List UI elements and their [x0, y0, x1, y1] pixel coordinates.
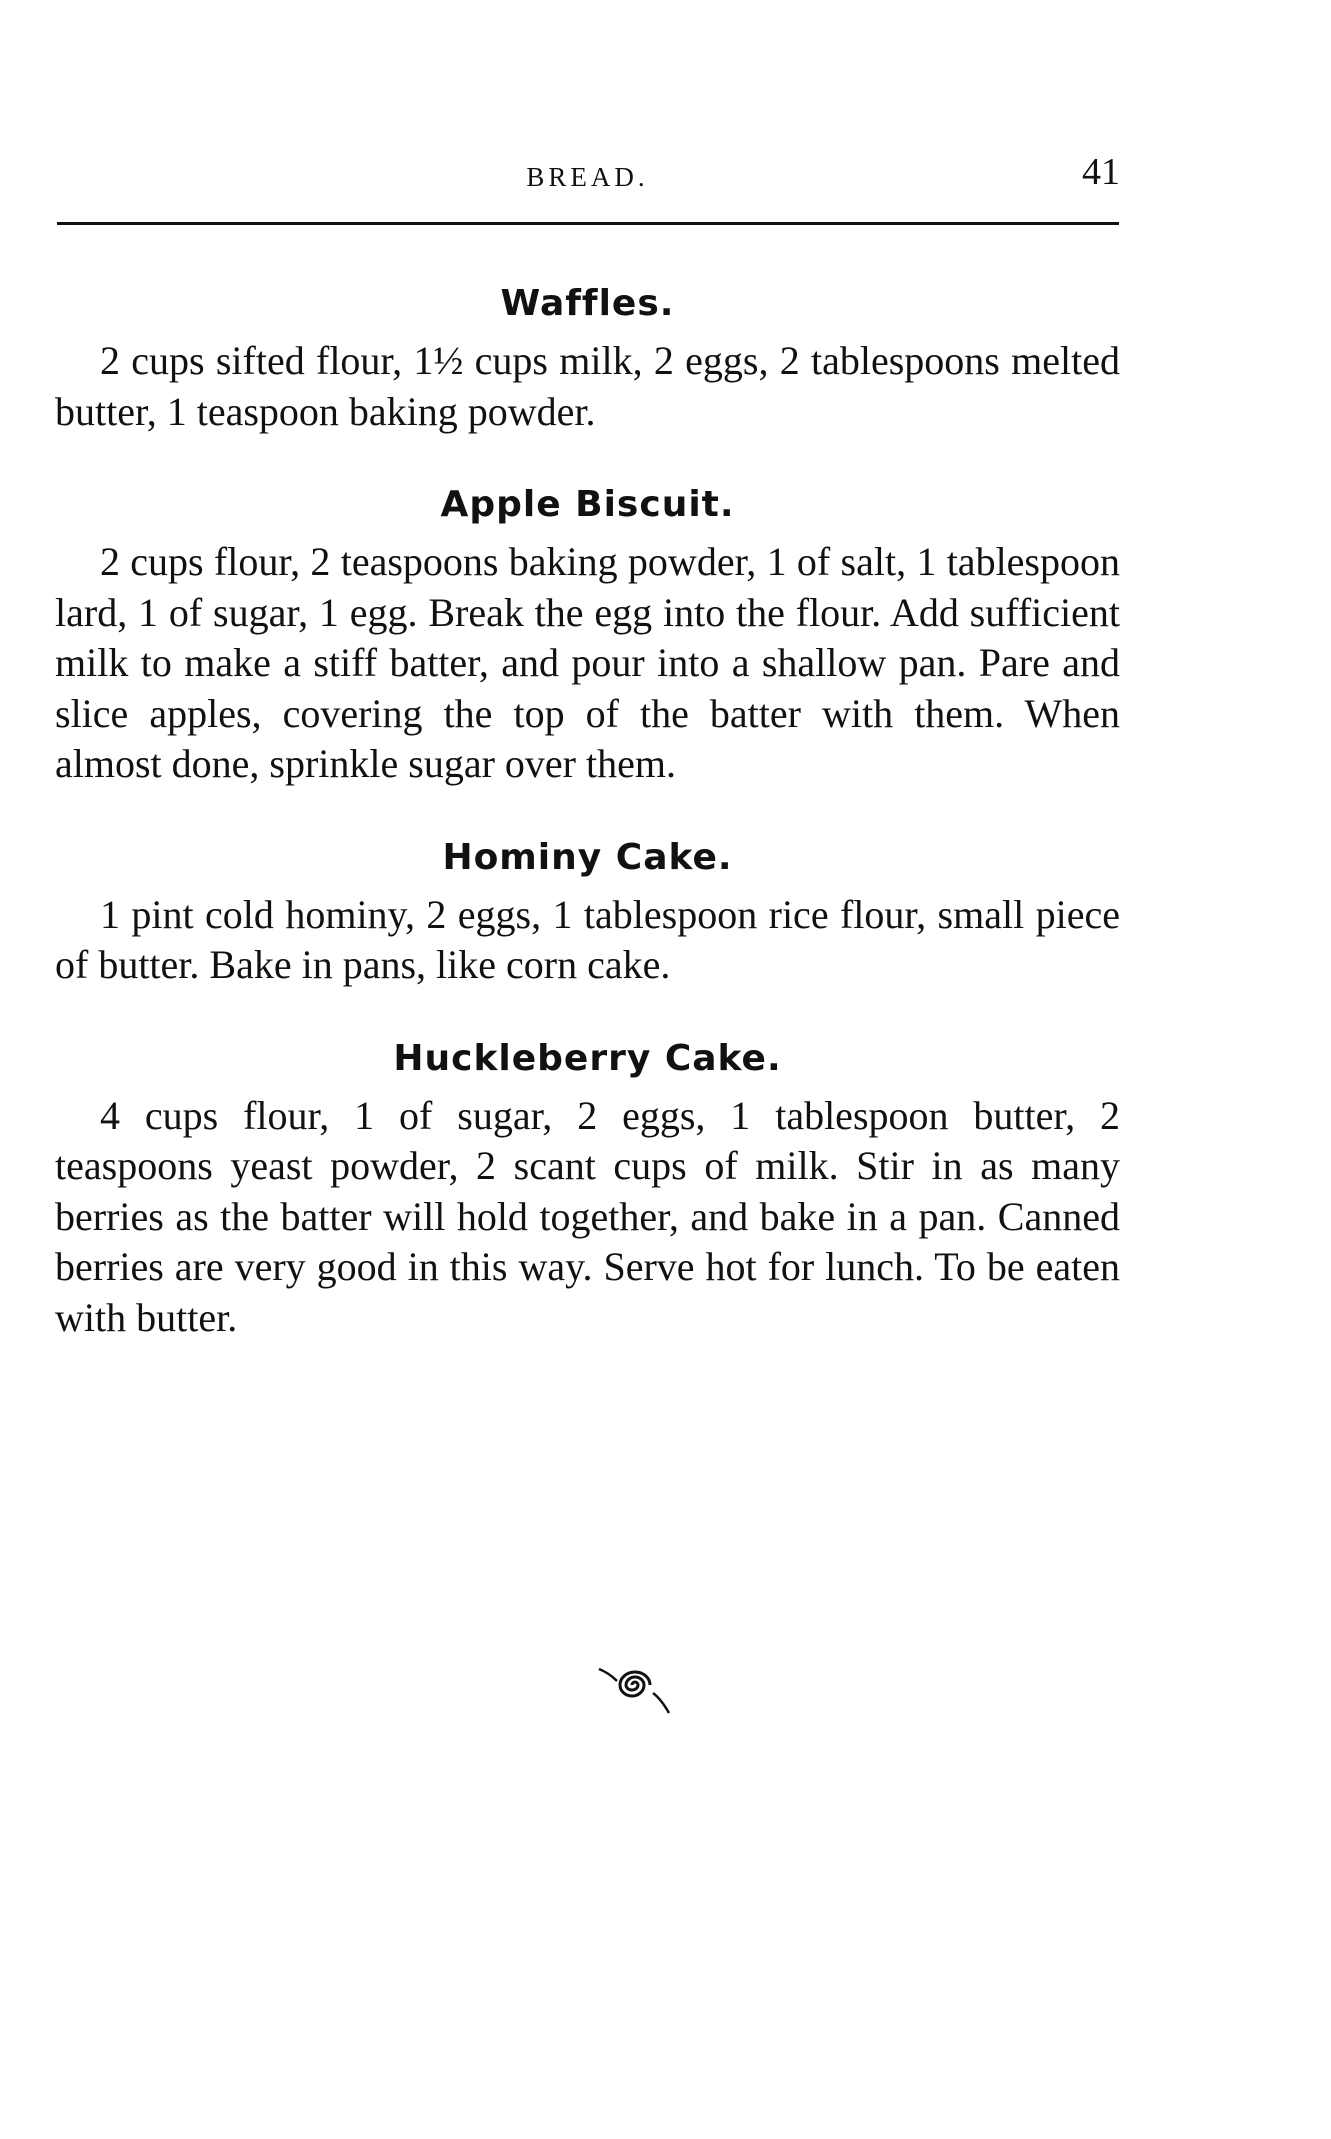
recipe-text: 1 pint cold hominy, 2 eggs, 1 tablespoon rice flour, small piece of butter. Bake in pans, like corn cake.	[55, 891, 1120, 987]
running-title: BREAD.	[526, 162, 649, 192]
recipe-text: 2 cups sifted flour, 1½ cups milk, 2 eggs, 2 tablespoons melted butter, 1 teaspoon baking powder.	[55, 338, 1120, 434]
recipe-text: 4 cups flour, 1 of sugar, 2 eggs, 1 tablespoon butter, 2 teaspoons yeast powder, 2 scant cups of milk. Stir in as many berries as the batter will hold together, and bake in a pan. Canned berries are very good in this way. Serve hot for lunch. To be eaten with butter.	[55, 1092, 1120, 1340]
recipe-title: Apple Biscuit.	[440, 484, 735, 525]
running-head	[55, 150, 1120, 200]
recipe-text: 2 cups flour, 2 teaspoons baking powder, 1 of salt, 1 tablespoon lard, 1 of sugar, 1 egg. Break the egg into the flour. Add sufficient milk to make a stiff batter, and pour into a shallow pan. Pare and slice apples, covering the top of the batter with them. When almost done, sprinkle sugar over them.	[55, 539, 1120, 786]
spiral-ornament-icon	[595, 1655, 675, 1715]
recipe-hominy-cake	[55, 828, 1120, 991]
header-rule	[57, 222, 1119, 225]
recipe-title: Waffles.	[500, 283, 675, 324]
recipe-huckleberry-cake	[55, 1029, 1120, 1344]
recipe-apple-biscuit	[55, 475, 1120, 790]
recipe-title: Hominy Cake.	[442, 836, 733, 878]
recipe-title: Huckleberry Cake.	[393, 1037, 782, 1079]
recipe-waffles	[55, 274, 1120, 437]
book-page	[55, 0, 1120, 2139]
page-number: 41	[1082, 151, 1120, 193]
recipe-list	[55, 274, 1120, 1381]
